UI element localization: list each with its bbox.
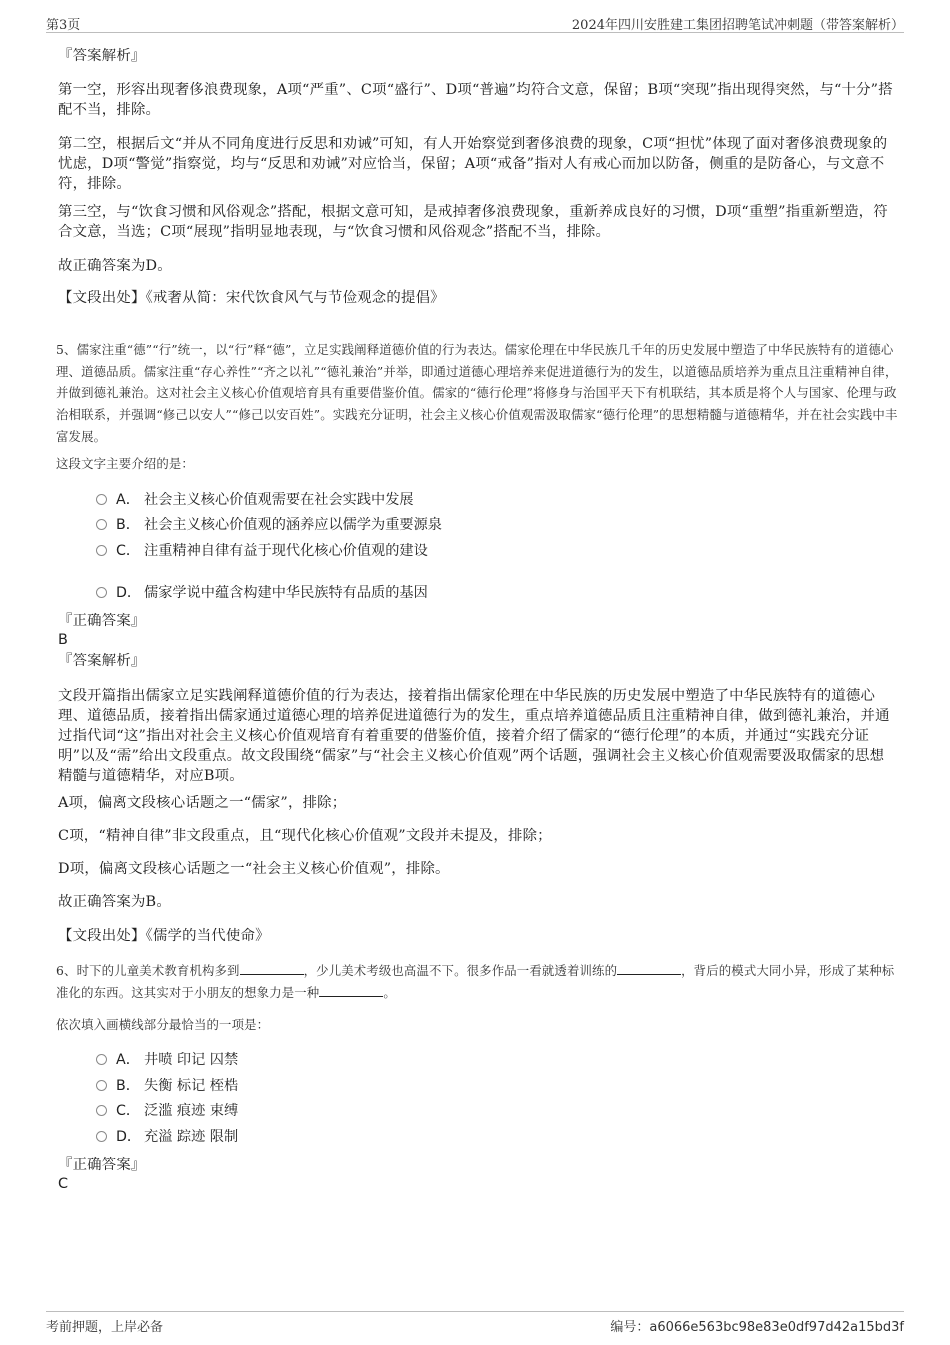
- q5-source: 【文段出处】《儒学的当代使命》: [58, 928, 270, 944]
- fill-blank-3: [319, 984, 383, 997]
- q6-option-a[interactable]: A． 井喷 印记 囚禁: [96, 1050, 238, 1070]
- radio-icon[interactable]: [96, 545, 107, 556]
- radio-icon[interactable]: [96, 1131, 107, 1142]
- page-footer: [46, 1311, 904, 1338]
- q6-option-d[interactable]: D． 充溢 踪迹 限制: [96, 1127, 238, 1147]
- q5-option-c[interactable]: C． 注重精神自律有益于现代化核心价值观的建设: [96, 541, 428, 561]
- page-number: 第3页: [46, 18, 81, 33]
- q6-answer: C: [58, 1176, 69, 1192]
- q5-note-a: A项，偏离文段核心话题之一“儒家”，排除；: [58, 795, 347, 811]
- q6-option-c[interactable]: C． 泛滥 痕迹 束缚: [96, 1101, 238, 1121]
- q5-option-a[interactable]: A． 社会主义核心价值观需要在社会实践中发展: [96, 490, 414, 510]
- footer-code: 编号：a6066e563bc98e83e0df97d42a15bd3f: [610, 1320, 904, 1335]
- radio-icon[interactable]: [96, 494, 107, 505]
- radio-icon[interactable]: [96, 1054, 107, 1065]
- q6-answer-label: 『正确答案』: [58, 1157, 146, 1173]
- q4-source: 【文段出处】《戒奢从简：宋代饮食风气与节俭观念的提倡》: [58, 290, 445, 306]
- q5-answer: B: [58, 632, 69, 648]
- q5-answer-label: 『正确答案』: [58, 613, 146, 629]
- q4-analysis-label: 『答案解析』: [58, 48, 146, 64]
- radio-icon[interactable]: [96, 587, 107, 598]
- page-header: [46, 10, 904, 33]
- q5-stem: 5、儒家注重“德”“行”统一，以“行”释“德”，立足实践阐释道德价值的行为表达。儒家伦理在中华民族几千年的历史发展中塑造了中华民族特有的道德心理、道德品质。儒家注重“存心养性”“齐之以礼”“德礼兼治”并举，即通过道德心理培养来促进道德行为的发生，以道德品质培养为重点且注重精神自律，并做到德礼兼治。这对社会主义核心价值观培育具有重要借鉴价值。儒家的“德行伦理”将修身与治国平天下有机联结，其本质是将个人与国家、伦理与政治相联系，并强调“修己以安人”“修己以安百姓”。实践充分证明，社会主义核心价值观需汲取儒家“德行伦理”的思想精髓与道德精华，并在社会实践中丰富发展。: [56, 342, 898, 444]
- q5-note-c: C项，“精神自律”非文段重点，且“现代化核心价值观”文段并未提及，排除；: [58, 828, 552, 844]
- q5-conclusion: 故正确答案为B。: [58, 894, 171, 910]
- fill-blank-2: [617, 962, 681, 975]
- radio-icon[interactable]: [96, 519, 107, 530]
- q6-stem: 6、时下的儿童美术教育机构多到 ，少儿美术考级也高温不下。很多作品一看就透着训练的 ，背后的模式大同小异，形成了某种标准化的东西。这其实对于小朋友的想象力是一种 。: [56, 963, 895, 1000]
- q6-question: 依次填入画横线部分最恰当的一项是：: [56, 1017, 270, 1032]
- q4-conclusion: 故正确答案为D。: [58, 258, 172, 274]
- q5-question: 这段文字主要介绍的是：: [56, 456, 194, 471]
- q5-option-b[interactable]: B． 社会主义核心价值观的涵养应以儒学为重要源泉: [96, 515, 442, 535]
- q4-analysis-para2: 第二空，根据后文“并从不同角度进行反思和劝诫”可知，有人开始察觉到奢侈浪费的现象，C项“担忧”体现了面对奢侈浪费现象的忧虑，D项“警觉”指察觉，均与“反思和劝诫”对应恰当，保留；A项“戒备”指对人有戒心而加以防备，侧重的是防备心，与文意不符，排除。: [58, 136, 888, 192]
- q4-analysis-para1: 第一空，形容出现奢侈浪费现象，A项“严重”、C项“盛行”、D项“普遍”均符合文意，保留；B项“突现”指出现得突然，与“十分”搭配不当，排除。: [58, 82, 893, 118]
- document-title: 2024年四川安胜建工集团招聘笔试冲刺题（带答案解析）: [571, 18, 904, 33]
- q6-option-b[interactable]: B． 失衡 标记 桎梏: [96, 1076, 238, 1096]
- q5-option-d[interactable]: D． 儒家学说中蕴含构建中华民族特有品质的基因: [96, 583, 428, 603]
- q5-analysis: 文段开篇指出儒家立足实践阐释道德价值的行为表达，接着指出儒家伦理在中华民族的历史发展中塑造了中华民族特有的道德心理、道德品质，接着指出儒家通过道德心理的培养促进道德行为的发生，重点培养道德品质且注重精神自律，做到德礼兼治，并通过指代词“这”指出对社会主义核心价值观培育有着重要的借鉴价值，接着介绍了儒家的“德行伦理”的本质，并通过“实践充分证明”以及“需”给出文段重点。故文段围绕“儒家”与“社会主义核心价值观”两个话题，强调社会主义核心价值观需要汲取儒家的思想精髓与道德精华，对应B项。: [58, 688, 890, 784]
- radio-icon[interactable]: [96, 1105, 107, 1116]
- q5-analysis-label: 『答案解析』: [58, 653, 146, 669]
- fill-blank-1: [240, 962, 304, 975]
- radio-icon[interactable]: [96, 1080, 107, 1091]
- q5-note-d: D项，偏离文段核心话题之一“社会主义核心价值观”，排除。: [58, 861, 450, 877]
- footer-slogan: 考前押题，上岸必备: [46, 1320, 164, 1335]
- q4-analysis-para3: 第三空，与“饮食习惯和风俗观念”搭配，根据文意可知，是戒掉奢侈浪费现象，重新养成良好的习惯，D项“重塑”指重新塑造，符合文意，当选；C项“展现”指明显地表现，与“饮食习惯和风俗观念”搭配不当，排除。: [58, 204, 888, 240]
